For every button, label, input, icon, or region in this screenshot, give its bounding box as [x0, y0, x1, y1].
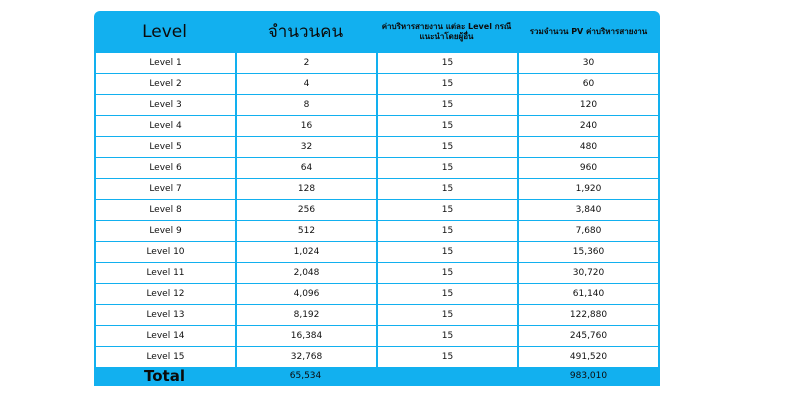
cell-level: Level 6	[96, 158, 235, 178]
cell-total: 245,760	[519, 326, 658, 346]
table-footer	[94, 366, 660, 386]
cell-level: Level 10	[96, 242, 235, 262]
table-body	[94, 52, 660, 367]
cell-fee: 15	[378, 347, 517, 367]
footer-people-total: 65,534	[289, 371, 322, 381]
header-total-pv: รวมจำนวน PV ค่าบริหารสายงาน	[529, 26, 648, 36]
table-row	[94, 94, 660, 115]
cell-total: 30	[519, 53, 658, 73]
cell-level: Level 15	[96, 347, 235, 367]
cell-people: 512	[237, 221, 376, 241]
cell-people: 256	[237, 200, 376, 220]
cell-people: 8,192	[237, 305, 376, 325]
cell-total: 30,720	[519, 263, 658, 283]
cell-fee: 15	[378, 326, 517, 346]
table-row	[94, 73, 660, 94]
header-fee: ค่าบริหารสายงาน แต่ละ Level กรณีแนะนำโดยผู้อื่น	[381, 21, 512, 41]
table-row	[94, 115, 660, 136]
cell-people: 16,384	[237, 326, 376, 346]
cell-fee: 15	[378, 284, 517, 304]
cell-people: 4,096	[237, 284, 376, 304]
table-row	[94, 178, 660, 199]
table-row	[94, 283, 660, 304]
cell-level: Level 3	[96, 95, 235, 115]
cell-people: 32,768	[237, 347, 376, 367]
cell-people: 1,024	[237, 242, 376, 262]
cell-level: Level 7	[96, 179, 235, 199]
table-header	[94, 11, 660, 52]
cell-level: Level 14	[96, 326, 235, 346]
footer-total-label: Total	[144, 367, 185, 385]
cell-total: 491,520	[519, 347, 658, 367]
cell-total: 60	[519, 74, 658, 94]
table-row	[94, 304, 660, 325]
cell-fee: 15	[378, 263, 517, 283]
cell-level: Level 8	[96, 200, 235, 220]
header-level: Level	[142, 21, 187, 42]
cell-fee: 15	[378, 221, 517, 241]
level-table	[94, 11, 660, 386]
cell-total: 61,140	[519, 284, 658, 304]
cell-total: 960	[519, 158, 658, 178]
cell-fee: 15	[378, 200, 517, 220]
table-row	[94, 241, 660, 262]
header-people: จำนวนคน	[267, 22, 344, 42]
cell-level: Level 9	[96, 221, 235, 241]
table-row	[94, 262, 660, 283]
cell-people: 8	[237, 95, 376, 115]
cell-fee: 15	[378, 179, 517, 199]
footer-pv-total: 983,010	[569, 371, 608, 381]
cell-level: Level 13	[96, 305, 235, 325]
cell-people: 128	[237, 179, 376, 199]
table-row	[94, 220, 660, 241]
cell-level: Level 11	[96, 263, 235, 283]
cell-fee: 15	[378, 95, 517, 115]
cell-fee: 15	[378, 158, 517, 178]
cell-total: 15,360	[519, 242, 658, 262]
cell-total: 7,680	[519, 221, 658, 241]
cell-total: 122,880	[519, 305, 658, 325]
table-row	[94, 157, 660, 178]
cell-total: 1,920	[519, 179, 658, 199]
cell-fee: 15	[378, 242, 517, 262]
cell-level: Level 1	[96, 53, 235, 73]
cell-total: 480	[519, 137, 658, 157]
cell-level: Level 2	[96, 74, 235, 94]
cell-level: Level 5	[96, 137, 235, 157]
cell-fee: 15	[378, 53, 517, 73]
cell-people: 32	[237, 137, 376, 157]
cell-fee: 15	[378, 305, 517, 325]
cell-level: Level 12	[96, 284, 235, 304]
table-row	[94, 136, 660, 157]
cell-fee: 15	[378, 74, 517, 94]
table-row	[94, 199, 660, 220]
cell-total: 3,840	[519, 200, 658, 220]
cell-fee: 15	[378, 116, 517, 136]
cell-people: 64	[237, 158, 376, 178]
table-row	[94, 52, 660, 73]
cell-people: 4	[237, 74, 376, 94]
cell-people: 2	[237, 53, 376, 73]
cell-fee: 15	[378, 137, 517, 157]
table-row	[94, 346, 660, 367]
cell-total: 240	[519, 116, 658, 136]
cell-people: 16	[237, 116, 376, 136]
table-row	[94, 325, 660, 346]
cell-level: Level 4	[96, 116, 235, 136]
cell-total: 120	[519, 95, 658, 115]
cell-people: 2,048	[237, 263, 376, 283]
